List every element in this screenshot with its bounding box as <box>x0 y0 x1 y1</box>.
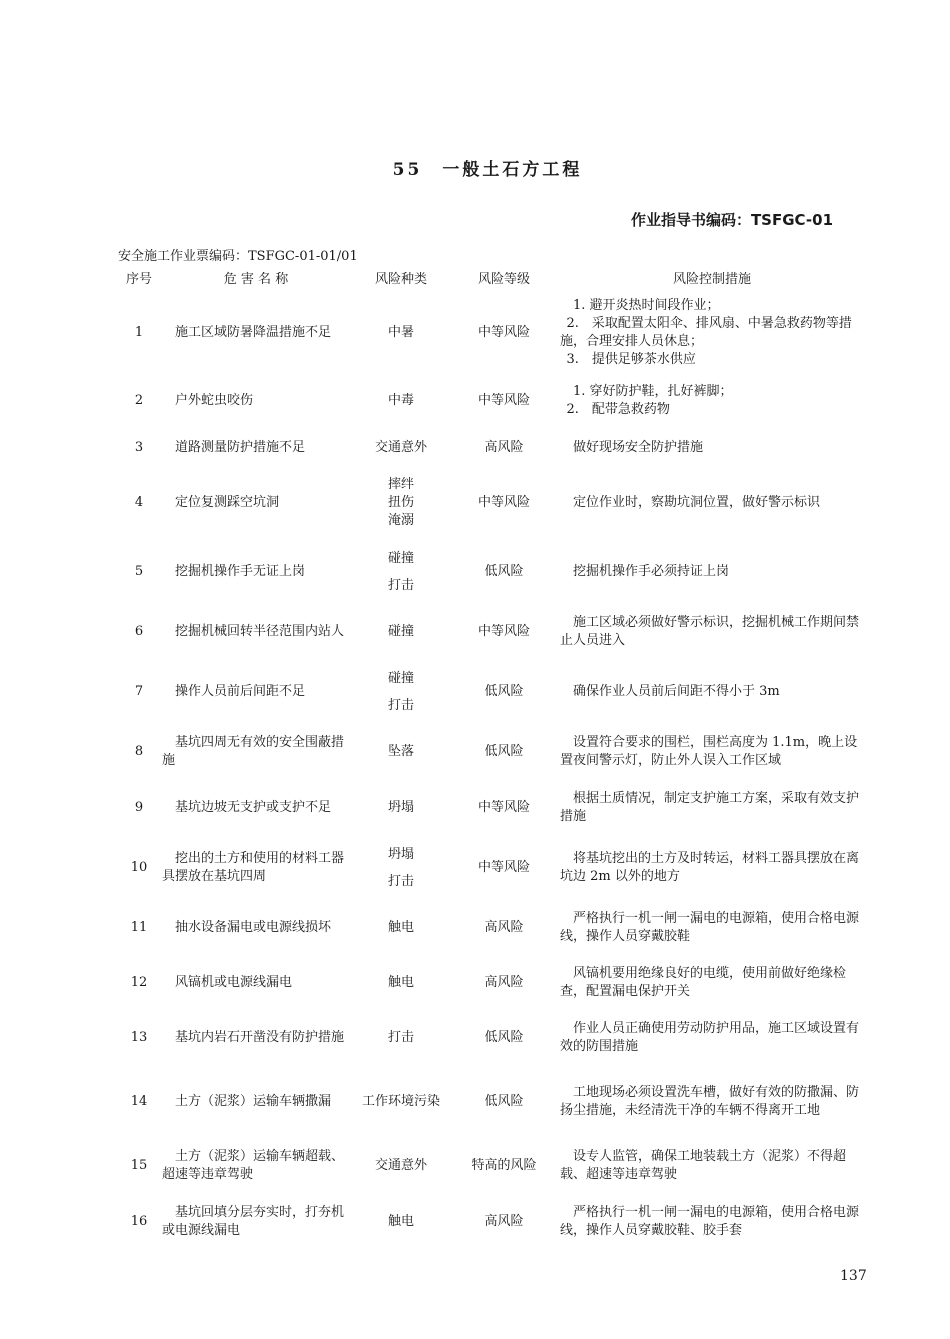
control-measures <box>558 836 866 900</box>
risk-category <box>352 956 450 1010</box>
row-number: 4 <box>134 495 144 510</box>
control-measure-item: 定位作业时，察勘坑洞位置，做好警示标识 <box>573 495 821 510</box>
control-measures <box>558 540 866 604</box>
risk-category-item: 打击 <box>387 1030 414 1045</box>
control-measure-item: 确保作业人员前后间距不得小于 3m <box>573 684 780 699</box>
row-number: 10 <box>130 860 148 875</box>
risk-category <box>352 372 450 430</box>
risk-category-item: 碰撞 <box>387 670 414 686</box>
risk-level: 中等风险 <box>477 393 530 408</box>
hazard-name-cell <box>160 430 352 466</box>
hazard-name: 土方（泥浆）运输车辆撒漏 <box>175 1094 332 1109</box>
hazard-name: 基坑四周无有效的安全围蔽措施 <box>162 735 345 768</box>
table-row <box>118 780 866 836</box>
risk-level: 高风险 <box>484 975 524 990</box>
risk-category <box>352 430 450 466</box>
control-measure-item: 严格执行一机一闸一漏电的电源箱，使用合格电源线，操作人员穿戴胶鞋、胶手套 <box>560 1205 860 1238</box>
hazard-name-cell <box>160 660 352 724</box>
table-row <box>118 956 866 1010</box>
risk-level: 低风险 <box>484 1030 524 1045</box>
risk-category <box>352 836 450 900</box>
risk-category-item: 坠落 <box>387 744 414 759</box>
control-measures <box>558 1010 866 1066</box>
row-number: 1 <box>134 325 144 340</box>
page-number: 137 <box>840 1268 867 1284</box>
table-row <box>118 724 866 780</box>
control-measures <box>558 466 866 540</box>
control-measure-item: 将基坑挖出的土方及时转运，材料工器具摆放在离坑边 2m 以外的地方 <box>560 851 860 884</box>
risk-category-item: 摔绊 <box>387 477 414 492</box>
hazard-name: 基坑边坡无支护或支护不足 <box>175 800 332 815</box>
risk-category-item: 打击 <box>387 873 414 889</box>
table-row <box>118 1138 866 1194</box>
row-number: 6 <box>134 624 144 639</box>
risk-category <box>352 1066 450 1138</box>
instruction-code: 作业指导书编码：TSFGC-01 <box>630 211 833 229</box>
risk-category-item: 淹溺 <box>387 513 414 528</box>
risk-table <box>118 266 866 1250</box>
risk-category-item: 中暑 <box>387 325 414 340</box>
table-row <box>118 430 866 466</box>
row-number: 7 <box>134 684 144 699</box>
row-number: 11 <box>130 920 148 935</box>
risk-category <box>352 1138 450 1194</box>
risk-category-item: 碰撞 <box>387 624 414 639</box>
hazard-name: 抽水设备漏电或电源线损坏 <box>175 920 332 935</box>
hazard-name-cell <box>160 294 352 372</box>
risk-category <box>352 780 450 836</box>
hazard-name-cell <box>160 724 352 780</box>
control-measure-item: 施工区域必须做好警示标识，挖掘机械工作期间禁止人员进入 <box>560 615 860 648</box>
control-measures <box>558 780 866 836</box>
risk-category-item: 触电 <box>387 975 414 990</box>
table-row <box>118 660 866 724</box>
risk-category-item: 交通意外 <box>374 440 427 455</box>
hazard-name: 操作人员前后间距不足 <box>175 684 306 699</box>
control-measures <box>558 900 866 956</box>
risk-category <box>352 1010 450 1066</box>
control-measures <box>558 294 866 372</box>
risk-category-item: 交通意外 <box>374 1158 427 1173</box>
risk-category <box>352 466 450 540</box>
hazard-name: 基坑回填分层夯实时，打夯机或电源线漏电 <box>162 1205 345 1238</box>
risk-category-item: 工作环境污染 <box>361 1094 440 1109</box>
risk-category-item: 坍塌 <box>387 800 414 815</box>
risk-level: 中等风险 <box>477 495 530 510</box>
risk-level: 中等风险 <box>477 860 530 875</box>
hazard-name-cell <box>160 900 352 956</box>
row-number: 2 <box>134 393 144 408</box>
control-measure-item: 做好现场安全防护措施 <box>573 440 704 455</box>
risk-category-item: 扭伤 <box>387 495 414 510</box>
table-row <box>118 294 866 372</box>
control-measure-item: 2. 配带急救药物 <box>566 402 670 417</box>
hazard-name: 挖出的土方和使用的材料工器具摆放在基坑四周 <box>162 851 345 884</box>
table-row <box>118 372 866 430</box>
risk-category <box>352 724 450 780</box>
hazard-name-cell <box>160 1066 352 1138</box>
control-measure-item: 1. 穿好防护鞋，扎好裤脚； <box>573 384 733 399</box>
risk-level: 高风险 <box>484 1214 524 1229</box>
row-number: 8 <box>134 744 144 759</box>
hazard-name-cell <box>160 956 352 1010</box>
ticket-code: 安全施工作业票编码：TSFGC-01-01/01 <box>118 249 358 264</box>
hazard-name-cell <box>160 1138 352 1194</box>
hazard-name-cell <box>160 540 352 604</box>
risk-level: 低风险 <box>484 744 524 759</box>
risk-level: 高风险 <box>484 920 524 935</box>
row-number: 9 <box>134 800 144 815</box>
hazard-name-cell <box>160 780 352 836</box>
risk-category-item: 触电 <box>387 920 414 935</box>
table-row <box>118 1194 866 1250</box>
control-measures <box>558 604 866 660</box>
table-row <box>118 900 866 956</box>
hazard-name: 基坑内岩石开凿没有防护措施 <box>175 1030 345 1045</box>
risk-category-item: 打击 <box>387 577 414 593</box>
risk-category <box>352 1194 450 1250</box>
row-number: 12 <box>130 975 148 990</box>
control-measure-item: 根据土质情况，制定支护施工方案，采取有效支护措施 <box>560 791 860 824</box>
control-measures <box>558 1194 866 1250</box>
row-number: 16 <box>130 1214 148 1229</box>
risk-category <box>352 294 450 372</box>
table-row <box>118 604 866 660</box>
risk-category-item: 触电 <box>387 1214 414 1229</box>
table-row <box>118 1066 866 1138</box>
hazard-name: 土方（泥浆）运输车辆超载、超速等违章驾驶 <box>162 1149 345 1182</box>
risk-category-item: 坍塌 <box>387 846 414 862</box>
risk-level: 中等风险 <box>477 800 530 815</box>
risk-level: 低风险 <box>484 684 524 699</box>
control-measure-item: 2. 采取配置太阳伞、排风扇、中暑急救药物等措施，合理安排人员休息； <box>560 316 852 349</box>
risk-level: 中等风险 <box>477 325 530 340</box>
hazard-name: 施工区域防暑降温措施不足 <box>175 325 332 340</box>
control-measure-item: 设专人监管，确保工地装载土方（泥浆）不得超载、超速等违章驾驶 <box>560 1149 847 1182</box>
control-measure-item: 工地现场必须设置洗车槽，做好有效的防撒漏、防扬尘措施，未经清洗干净的车辆不得离开工地 <box>560 1085 860 1118</box>
risk-category-item: 碰撞 <box>387 550 414 566</box>
risk-category-item: 打击 <box>387 697 414 713</box>
header-category: 风险种类 <box>374 272 427 287</box>
risk-category <box>352 540 450 604</box>
table-row <box>118 836 866 900</box>
header-hazard: 危 害 名 称 <box>223 272 289 287</box>
hazard-name: 挖掘机械回转半径范围内站人 <box>175 624 345 639</box>
risk-table-body <box>118 294 866 1250</box>
control-measure-item: 严格执行一机一闸一漏电的电源箱，使用合格电源线，操作人员穿戴胶鞋 <box>560 911 860 944</box>
hazard-name-cell <box>160 1010 352 1066</box>
hazard-name: 道路测量防护措施不足 <box>175 440 306 455</box>
hazard-name: 户外蛇虫咬伤 <box>175 393 254 408</box>
control-measure-item: 1. 避开炎热时间段作业； <box>573 298 720 313</box>
hazard-name: 定位复测踩空坑洞 <box>175 495 280 510</box>
control-measures <box>558 956 866 1010</box>
row-number: 5 <box>134 564 144 579</box>
control-measure-item: 设置符合要求的围栏，围栏高度为 1.1m，晚上设置夜间警示灯，防止外人误入工作区域 <box>560 735 858 768</box>
table-header-row <box>118 266 866 294</box>
hazard-name-cell <box>160 1194 352 1250</box>
control-measures <box>558 724 866 780</box>
hazard-name-cell <box>160 836 352 900</box>
control-measure-item: 风镐机要用绝缘良好的电缆，使用前做好绝缘检查，配置漏电保护开关 <box>560 966 847 999</box>
risk-level: 低风险 <box>484 1094 524 1109</box>
table-row <box>118 466 866 540</box>
risk-category <box>352 900 450 956</box>
control-measure-item: 作业人员正确使用劳动防护用品，施工区域设置有效的防围措施 <box>560 1021 860 1054</box>
hazard-name-cell <box>160 604 352 660</box>
risk-level: 低风险 <box>484 564 524 579</box>
header-level: 风险等级 <box>477 272 530 287</box>
control-measures <box>558 372 866 430</box>
hazard-name-cell <box>160 372 352 430</box>
page-title: 55 一般土石方工程 <box>392 160 583 180</box>
row-number: 15 <box>130 1158 148 1173</box>
table-row <box>118 1010 866 1066</box>
control-measure-item: 挖掘机操作手必须持证上岗 <box>573 564 730 579</box>
row-number: 3 <box>134 440 144 455</box>
control-measure-item: 3. 提供足够茶水供应 <box>566 352 696 367</box>
control-measures <box>558 430 866 466</box>
table-row <box>118 540 866 604</box>
risk-category <box>352 604 450 660</box>
risk-category <box>352 660 450 724</box>
row-number: 13 <box>130 1030 148 1045</box>
header-no: 序号 <box>125 272 152 287</box>
hazard-name: 风镐机或电源线漏电 <box>175 975 293 990</box>
hazard-name-cell <box>160 466 352 540</box>
row-number: 14 <box>130 1094 148 1109</box>
control-measures <box>558 1066 866 1138</box>
control-measures <box>558 1138 866 1194</box>
risk-level: 中等风险 <box>477 624 530 639</box>
control-measures <box>558 660 866 724</box>
risk-level: 特高的风险 <box>471 1158 537 1173</box>
header-measures: 风险控制措施 <box>672 272 751 287</box>
risk-level: 高风险 <box>484 440 524 455</box>
hazard-name: 挖掘机操作手无证上岗 <box>175 564 306 579</box>
risk-category-item: 中毒 <box>387 393 414 408</box>
